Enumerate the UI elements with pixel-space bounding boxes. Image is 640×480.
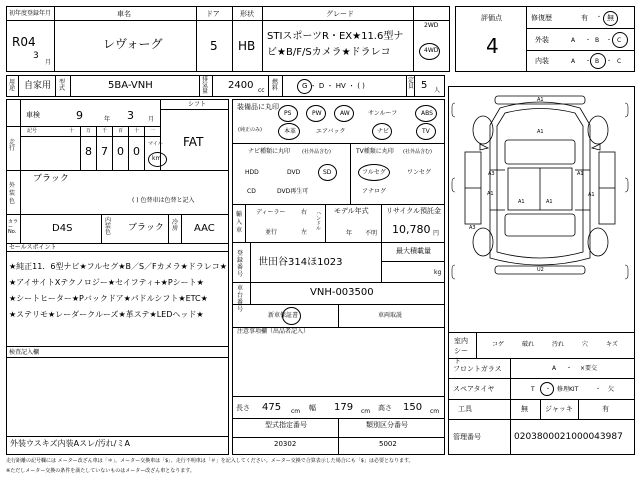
score-value: 4 [486,34,499,58]
circle-mark [415,105,437,122]
spare-label: スペアタイヤ [453,385,495,393]
glass-item: ×要交 [580,365,598,372]
equip-item: AW [340,110,350,117]
circle-mark [590,53,606,69]
inspection-year: 9 [76,109,83,122]
equip-item: ナビ [377,128,390,135]
tools-label: 工具 [458,405,472,413]
interior-grade-label: 内装 [535,57,549,65]
ac-label: 冷房 [172,219,179,232]
mileage-unit: 十 [134,128,140,134]
color-no: D4S [52,223,73,234]
repair-no: 無 [607,14,614,22]
reg-month-unit: 月 [45,59,52,66]
length: 475 [262,402,282,413]
designation-number: 20302 [274,440,297,448]
damage-mark: A1 [546,199,553,205]
disp-unit: cc [258,87,265,94]
sales-point-line: ★純正11．6型ナビ★フルセグ★B／S／Fカメラ★ドラレコ★ [9,262,227,271]
registration-label: 登録番号 [237,250,244,278]
chassis-label: 車台番号 [237,285,244,313]
left-hand: 左 [301,229,308,236]
seat-item: 汚れ [552,341,565,348]
circle-mark [419,43,440,60]
color-no-label: カラーNo. [8,219,19,235]
door-label: ドア [206,10,220,18]
interior-seat-label: 室内シート [454,337,468,365]
fuel: G ・ D ・ HV ・ ( ) [302,82,365,90]
interior-a: A [571,58,576,65]
shift-label: シフト [188,101,207,108]
circle-mark [297,79,312,94]
length-unit: cm [291,408,301,415]
grade-line1: STIスポーツR・EX★11.6型ナ [267,31,404,42]
equipment-sub: (純正のみ) [238,127,262,133]
damage-mark: A3 [469,225,476,231]
import-label: 輸入車 [236,211,243,234]
staff-note-label: 注意事項欄（出品者記入） [237,328,310,335]
car-name-label: 車名 [117,10,131,18]
model-year-label: モデル年式 [334,207,369,215]
damage-mark: U2 [537,267,544,273]
mileage-label: 走行 [9,139,16,152]
damage-mark: A1 [588,192,595,198]
inspector-label: 検査記入欄 [9,349,40,356]
damage-mark: A1 [518,199,525,205]
recycle-label: リサイクル預託金 [386,207,442,215]
sales-points-label: セールスポイント [9,244,57,251]
damage-mark: A1 [487,191,494,197]
car-name: レヴォーグ [103,37,163,51]
registration-number: 世田谷314ほ1023 [258,257,343,268]
mileage-unit: 千 [102,128,108,134]
height-label: 高さ [378,404,392,412]
navi-note: (社外品含む) [302,149,331,155]
exterior-grade-label: 外装 [535,36,549,44]
inspection-year-unit: 年 [104,116,111,123]
jack-label: ジャッキ [545,405,573,413]
doors: 5 [210,39,218,53]
circle-mark [603,11,618,26]
tv-note: (社外品含む) [403,149,432,155]
mileage-unit: 一 [150,128,156,134]
designation-label: 型式指定番号 [265,421,307,429]
mileage-unit-km: km [152,155,162,162]
navi-item: HDD [245,169,259,176]
exterior-color: ブラック [33,174,69,184]
seat-item: キズ [606,341,618,348]
right-hand: 右 [301,209,308,216]
tv-type-label: TV種類に丸印 [356,148,394,155]
disp-label: 排気量 [202,76,209,95]
circle-mark [334,105,354,122]
model: 5BA-VNH [108,80,153,91]
repair-label: 修復歴 [531,14,552,22]
inspector-note: 外装ウスキズ内装Aスレ/汚れ/ミA [10,439,130,448]
recycle-fee: 10,780 [392,223,431,236]
inspection-month-unit: 月 [148,116,155,123]
spare-item: 欠 [608,386,615,393]
navi-item: CD [247,188,256,195]
reg-year: R04 [12,35,36,49]
width-label: 幅 [309,404,316,412]
use: 自家用 [24,81,52,91]
equip-item: TV [422,128,430,135]
equip-item: サンルーフ [368,110,398,117]
capacity-label: 定員 [408,77,415,90]
circle-mark [278,123,300,140]
interior-color-label: 内装色 [105,217,112,236]
exterior-a: A [571,37,576,44]
seat-item: コゲ [492,341,505,348]
dealer: ディーラー [256,209,286,216]
model-year-unit: 年 [346,230,353,237]
footer-line2: ※ただしメーター交換の条件を満たしていないものはメーター改ざん車となります。 [6,468,195,474]
manual-doc: 車両取説 [378,312,403,319]
navi-item: DVD再生可 [277,188,309,195]
handle-label: ハンドル [316,211,322,232]
navi-type-label: ナビ種類に丸印 [248,148,291,155]
shape: HB [238,39,256,53]
equip-item: ABS [421,110,433,117]
manage-label: 管理番号 [453,433,481,441]
exterior-color-label: 外装色 [9,182,16,205]
grade-label: グレード [326,10,354,18]
car-diagram [465,96,615,274]
circle-mark [358,164,390,181]
capacity-unit: 人 [434,87,441,94]
shape-label: 形状 [240,10,254,18]
class-label: 類別区分番号 [366,421,408,429]
max-load-label: 最大積載量 [396,247,431,255]
drive-2wd: 2WD [424,22,439,29]
tools: 無 [521,405,528,413]
height-unit: cm [430,408,440,415]
mileage-digit: 8 [85,145,92,158]
chassis-number: VNH-003500 [310,287,374,298]
displacement: 2400 [228,80,254,91]
glass-label: フロントガラス [453,365,502,373]
sales-point-line: ★ステリモ★レーダークルーズ★革ステ★LEDヘッド★ [9,310,204,319]
use-label: 用途 [9,79,16,92]
inspection-month: 3 [127,109,134,122]
grade-line2: ビ★B/F/Sカメラ★ドラレコ [267,47,391,58]
circle-mark [416,123,436,140]
model-year-unknown: 不明 [365,230,378,237]
tv-item: ワンセグ [407,169,432,176]
max-load-unit: kg [434,269,442,276]
mileage-unit: 万 [86,128,92,134]
exterior-b: B [595,37,600,44]
spare-item: 修理KIT [557,386,579,393]
class-number: 5002 [379,440,397,448]
seat-item: 穴 [582,341,589,348]
navi-item: DVD [287,169,301,176]
damage-mark: A1 [537,129,544,135]
circle-mark [148,152,167,167]
damage-mark: A3 [488,171,495,177]
exterior-c: C [617,37,622,44]
jack: 有 [602,405,609,413]
reg-year-label: 初年度登録年月 [9,10,52,17]
spare-item: T [531,386,535,393]
exterior-color-note: ( ) 色替車は色替と記入 [132,197,195,204]
equipment-label: 装備品に丸印 [237,103,279,111]
damage-mark: A1 [577,171,584,177]
circle-mark [540,382,554,396]
shift: FAT [183,135,204,149]
mileage-digit: 0 [133,145,140,158]
sales-point-line: ★シートヒーター★Pバックドア★パドルシフト★ETC★ [9,294,208,303]
circle-mark [278,105,298,122]
fuel-label: 燃料 [272,79,279,92]
damage-mark: A1 [537,97,544,103]
mileage-unit: 百 [118,128,124,134]
equip-item: PS [284,110,292,117]
mileage-unit-mile: マイル [148,141,163,147]
inspection-label: 車検 [26,111,40,119]
drive-4wd: 4WD [424,47,439,54]
mileage-digit: 7 [101,145,108,158]
navi-item: SD [323,169,332,176]
seat-item: 破れ [522,341,535,348]
ac: AAC [194,223,215,234]
tv-item: アナログ [362,188,387,195]
height: 150 [403,402,423,413]
mileage-digit: 0 [117,145,124,158]
tv-item: フルセグ [362,169,386,176]
circle-mark [318,164,337,181]
mileage-note-label: 記号 [27,128,38,134]
width: 179 [334,402,354,413]
parallel: 並行 [265,229,278,236]
manage-number: 0203800021000043987 [514,432,623,442]
recycle-unit: 円 [433,230,440,237]
footer-line1: 走行距離の記号欄には メーター改ざん車は「＊」、メーター交換車は「$」、走行不明車は「＃」を記入してください。メーター交換で合算表示した場合にも「$」は必要となります。 [6,458,414,464]
mileage-unit: 十 [69,128,75,134]
circle-mark [612,32,628,48]
equip-item: エアバック [316,128,346,135]
warranty-doc: 新車保証書 [268,312,299,319]
sales-point-line: ★アイサイトXテクノロジー★セイフティ+★Pシート★ [9,278,204,287]
circle-mark [372,123,392,140]
circle-mark [306,105,326,122]
glass-item: A [552,365,557,372]
repair-yes: 有 [581,14,588,22]
score-label: 評価点 [481,14,502,22]
interior-b: B [595,58,600,65]
width-unit: cm [361,408,371,415]
interior-color: ブラック [128,223,164,233]
length-label: 長さ [236,404,250,412]
capacity: 5 [421,80,428,91]
equip-item: 本革 [284,128,297,135]
interior-c: C [617,58,622,65]
reg-month: 3 [33,51,39,61]
circle-mark [282,307,301,325]
equip-item: PW [312,110,322,117]
model-label: 型式 [59,79,66,92]
